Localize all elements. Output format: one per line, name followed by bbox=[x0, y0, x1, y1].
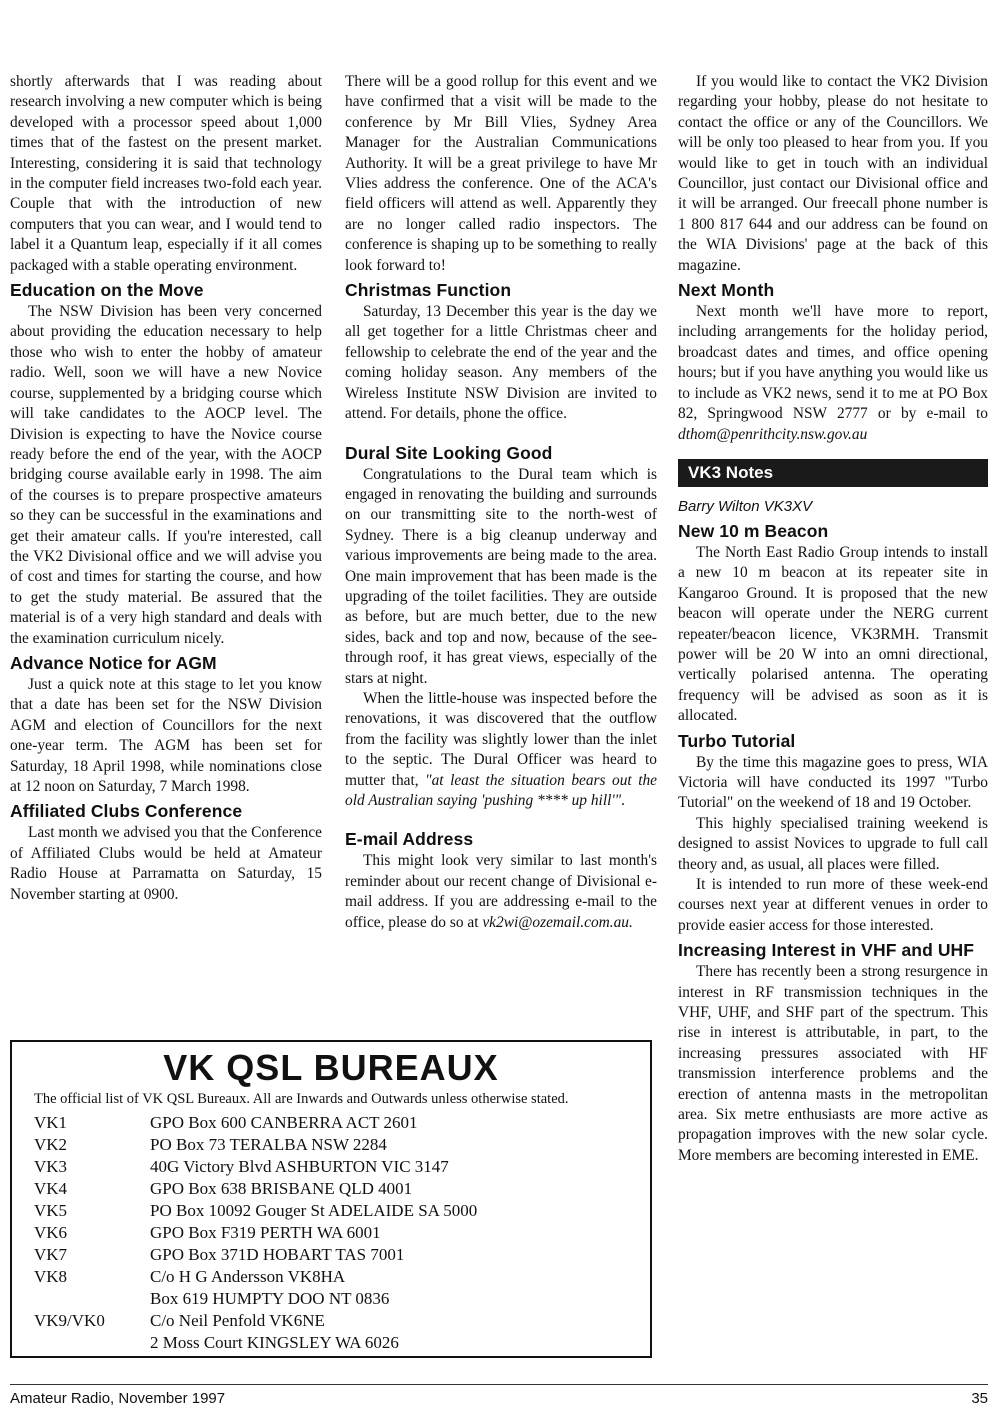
qsl-row bbox=[34, 1178, 650, 1200]
heading-next-month: Next Month bbox=[678, 280, 775, 301]
qsl-bureaux-box bbox=[10, 1040, 652, 1358]
heading-dural: Dural Site Looking Good bbox=[345, 442, 553, 463]
paragraph-little-house bbox=[345, 689, 657, 811]
qsl-address: C/o Neil Penfold VK6NE bbox=[150, 1311, 325, 1330]
little-house-text: When the little-house was inspected before the renovations, it was discovered that the outflow from the facility was slightly lower than the inlet to the septic. The Dural Officer was heard to mutter that, bbox=[345, 689, 657, 789]
paragraph-rollup: There will be a good rollup for this event and we have confirmed that a visit will be made to the conference by Mr Bill Vlies, Sydney Area Manager for the Australian Communications Authority. It will be a great privilege to have Mr Vlies address the conference. One of the ACA's field officers will attend as well. Apparently they are no longer called radio inspectors. The conference is shaping up to be something to really look forward to! bbox=[345, 73, 657, 274]
qsl-address: 40G Victory Blvd ASHBURTON VIC 3147 bbox=[150, 1157, 449, 1176]
footer-page-number: 35 bbox=[971, 1390, 988, 1407]
qsl-row bbox=[34, 1310, 650, 1332]
next-month-email: dthom@penrithcity.nsw.gov.au bbox=[678, 425, 868, 443]
qsl-row bbox=[34, 1244, 650, 1266]
column-3 bbox=[678, 72, 988, 1166]
vk3-notes-banner: VK3 Notes bbox=[678, 459, 988, 487]
email-address: vk2wi@ozemail.com.au. bbox=[482, 913, 633, 931]
heading-email: E-mail Address bbox=[345, 829, 474, 850]
paragraph-agm: Just a quick note at this stage to let you know that a date has been set for the NSW Division AGM and election of Councillors for the next one-year term. The AGM has been set for Saturday, 18 April 1998, while nominations close at 12 noon on Saturday, 7 March 1998. bbox=[10, 675, 322, 795]
qsl-row bbox=[34, 1222, 650, 1244]
column-1 bbox=[10, 72, 322, 905]
heading-christmas: Christmas Function bbox=[345, 280, 512, 301]
qsl-row bbox=[34, 1288, 650, 1310]
qsl-row bbox=[34, 1332, 650, 1354]
qsl-address: PO Box 10092 Gouger St ADELAIDE SA 5000 bbox=[150, 1201, 478, 1220]
next-month-text: Next month we'll have more to report, including arrangements for the holiday period, broadcast dates and times, and office opening hours; but if you have anything you would like us to include as VK2 news, send it to me at PO Box 82, Springwood NSW 2777 or by e-mail to bbox=[678, 303, 988, 423]
heading-agm: Advance Notice for AGM bbox=[10, 652, 217, 673]
paragraph-clubs: Last month we advised you that the Conference of Affiliated Clubs would be held at Amateur Radio House at Parramatta on Saturday, 15 November starting at 0900. bbox=[10, 824, 322, 903]
paragraph-dural: Congratulations to the Dural team which is engaged in renovating the building and surrounds on our transmitting site to the north-west of Sydney. There is a big cleanup underway and various improvements are being made to the area. One main improvement that has been made is the upgrading of the toilet facilities. They are outside as before, but are much better, due to the new sides, back and top and now, because of the see-through roof, it has great views, especially of the stars at night. bbox=[345, 465, 657, 687]
paragraph-intro: shortly afterwards that I was reading about research involving a new computer which is being developed with a processor speed about 1,000 times that of the fastest on the present market. Interesting, considering it is said that technology in the computer field increases two-fold each year. Couple that with the introduction of new computers that you can wear, and I would tend to label it a Quantum leap, especially if it all comes packaged with a stable operating environment. bbox=[10, 73, 322, 274]
qsl-row bbox=[34, 1112, 650, 1134]
qsl-address: GPO Box F319 PERTH WA 6001 bbox=[150, 1223, 381, 1242]
qsl-address: Box 619 HUMPTY DOO NT 0836 bbox=[150, 1289, 390, 1308]
paragraph-next-month bbox=[678, 302, 988, 445]
heading-vhf: Increasing Interest in VHF and UHF bbox=[678, 940, 975, 961]
paragraph-email bbox=[345, 851, 657, 933]
qsl-subtitle: The official list of VK QSL Bureaux. All are Inwards and Outwards unless otherwise stated. bbox=[34, 1091, 569, 1107]
qsl-list bbox=[12, 1112, 650, 1354]
footer-publication: Amateur Radio, November 1997 bbox=[10, 1390, 226, 1407]
paragraph-contact: If you would like to contact the VK2 Division regarding your hobby, please do not hesitate to contact the office or any of the Councillors. We will be only too pleased to hear from you. If you would like to get in touch with an individual Councillor, just contact our Divisional office and it will be arranged. Our freecall phone number is 1 800 817 644 and our address can be found on the WIA Divisions' page at the back of this magazine. bbox=[678, 73, 988, 274]
qsl-address: 2 Moss Court KINGSLEY WA 6026 bbox=[150, 1333, 399, 1352]
paragraph-christmas: Saturday, 13 December this year is the day we all get together for a little Christmas cheer and fellowship to celebrate the end of the year and the coming holiday season. Any members of the Wireless Institute NSW Division are invited to attend. For details, phone the office. bbox=[345, 303, 657, 423]
email-text: This might look very similar to last month's reminder about our recent change of Divisional e-mail address. If you are addressing e-mail to the office, please do so at bbox=[345, 852, 657, 931]
paragraph-beacon: The North East Radio Group intends to install a new 10 m beacon at its repeater site in Kangaroo Ground. It is proposed that the new beacon will operate under the NERG current repeater/beacon licence, VK3RMH. Transmit power will be 20 W into an omni directional, vertically polarised antenna. The operating frequency will be advised as soon as it is allocated. bbox=[678, 543, 988, 725]
paragraph-education: The NSW Division has been very concerned about providing the education necessary to help those who wish to enter the hobby of amateur radio. Well, soon we will have a new Novice course, supplemented by a bridging course which will take candidates to the AOCP level. The Division is expecting to have the Novice course ready before the end of the year, with the AOCP bridging course available early in 1998. The aim of the courses is to prepare prospective amateurs so they can be successful in the examinations and get their amateur calls. If you're interested, call the VK2 Divisional office and we will advise you of cost and times for starting the course, and how to get the study material. Be assured that the material is of a very high standard and deals with the examination curriculum nicely. bbox=[10, 303, 322, 647]
qsl-address: GPO Box 600 CANBERRA ACT 2601 bbox=[150, 1113, 418, 1132]
paragraph-turbo-3: It is intended to run more of these week-end courses next year at different venues in order to provide easier access for those interested. bbox=[678, 876, 988, 934]
qsl-code bbox=[34, 1288, 150, 1310]
qsl-code bbox=[34, 1332, 150, 1354]
qsl-code: VK7 bbox=[34, 1245, 68, 1264]
qsl-row bbox=[34, 1134, 650, 1156]
footer-rule bbox=[10, 1384, 988, 1385]
qsl-address: GPO Box 638 BRISBANE QLD 4001 bbox=[150, 1179, 413, 1198]
qsl-code: VK8 bbox=[34, 1267, 68, 1286]
qsl-address: C/o H G Andersson VK8HA bbox=[150, 1267, 346, 1286]
qsl-address: GPO Box 371D HOBART TAS 7001 bbox=[150, 1245, 405, 1264]
heading-beacon: New 10 m Beacon bbox=[678, 520, 829, 541]
qsl-title: VK QSL BUREAUX bbox=[163, 1047, 499, 1088]
qsl-code: VK6 bbox=[34, 1223, 68, 1242]
paragraph-turbo-2: This highly specialised training weekend is designed to assist Novices to upgrade to full call theory and, as usual, all places were filled. bbox=[678, 814, 988, 873]
heading-clubs: Affiliated Clubs Conference bbox=[10, 801, 243, 822]
little-house-end: . bbox=[621, 792, 625, 809]
qsl-code: VK3 bbox=[34, 1157, 68, 1176]
qsl-code: VK4 bbox=[34, 1179, 68, 1198]
qsl-row bbox=[34, 1266, 650, 1288]
qsl-code: VK1 bbox=[34, 1113, 68, 1132]
qsl-address: PO Box 73 TERALBA NSW 2284 bbox=[150, 1135, 387, 1154]
heading-education: Education on the Move bbox=[10, 280, 204, 301]
qsl-row bbox=[34, 1200, 650, 1222]
little-house-quote: "at least the situation bears out the old Australian saying 'pushing **** up hill'" bbox=[345, 771, 658, 809]
qsl-row bbox=[34, 1156, 650, 1178]
heading-turbo: Turbo Tutorial bbox=[678, 730, 796, 751]
column-2 bbox=[345, 72, 657, 933]
qsl-code: VK9/VK0 bbox=[34, 1311, 105, 1330]
qsl-code: VK2 bbox=[34, 1135, 68, 1154]
paragraph-vhf: There has recently been a strong resurgence in interest in RF transmission techniques in the VHF, UHF, and SHF part of the spectrum. This rise in interest is attributable, in part, to the increasing pressures associated with HF transmission interference problems and the erection of antenna masts in the metropolitan area. Six metre enthusiasts are more active as propagation improves with the new solar cycle. More members are becoming interested in EME. bbox=[678, 963, 988, 1164]
vk3-byline: Barry Wilton VK3XV bbox=[678, 497, 813, 515]
qsl-code: VK5 bbox=[34, 1201, 68, 1220]
paragraph-turbo-1: By the time this magazine goes to press, WIA Victoria will have conducted its 1997 "Turbo Tutorial" on the weekend of 18 and 19 October. bbox=[678, 753, 988, 812]
